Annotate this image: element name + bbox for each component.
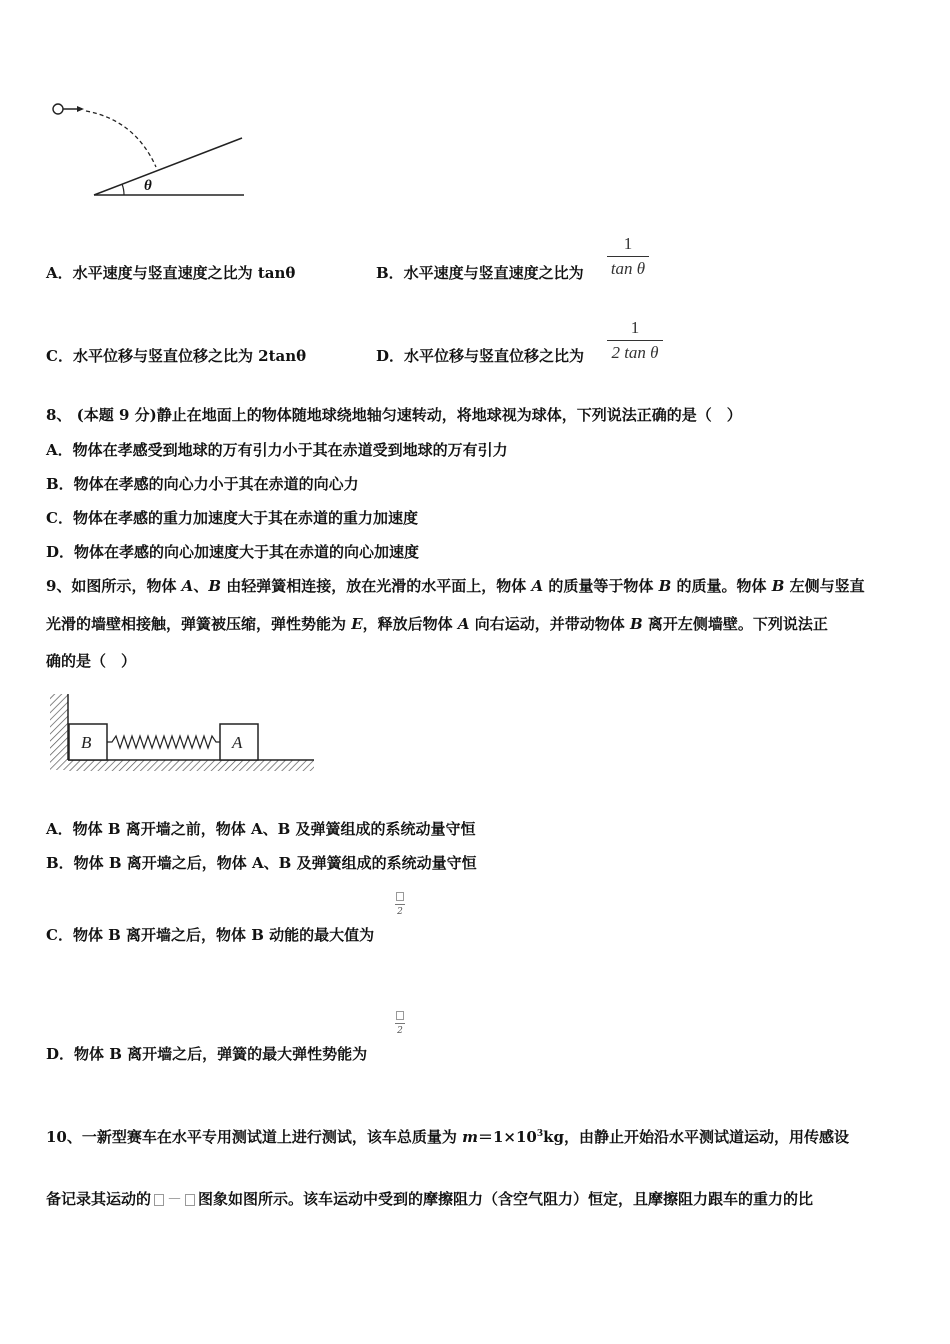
q9-stem-line-3: 确的是（ ） <box>46 652 137 670</box>
q9-stem-line-1: 9、如图所示，物体 A、B 由轻弹簧相连接，放在光滑的水平面上，物体 A 的质量等于物体 B 的质量。物体 B 左侧与竖直 <box>46 577 865 595</box>
block-b-label: B <box>81 733 92 752</box>
q9-option-d: D．物体 B 离开墙之后，弹簧的最大弹性势能为 <box>46 1045 368 1063</box>
q8-option-a: A．物体在孝感受到地球的万有引力小于其在赤道受到地球的万有引力 <box>46 441 508 459</box>
q7-option-d: D．水平位移与竖直位移之比为 <box>376 347 585 365</box>
fraction-numerator: 1 <box>630 318 640 337</box>
q7-option-b-fraction <box>607 234 649 279</box>
fraction-numerator: 1 <box>623 234 633 253</box>
angle-arc <box>122 184 124 195</box>
angle-label: θ <box>144 178 152 194</box>
fraction-denominator: 2 <box>397 907 403 917</box>
q9-option-c-fraction <box>393 892 407 917</box>
q9-option-d-fraction <box>393 1011 407 1036</box>
fraction-denominator: 2 <box>397 1026 403 1036</box>
fraction-denominator: tan θ <box>610 259 646 278</box>
q7-option-a: A．水平速度与竖直速度之比为 tanθ <box>46 264 296 282</box>
trajectory-curve <box>86 111 156 167</box>
q9-stem-line-2: 光滑的墙壁相接触，弹簧被压缩，弹性势能为 E，释放后物体 A 向右运动，并带动物体 B 离开左侧墙壁。下列说法正 <box>46 615 828 633</box>
q7-option-d-fraction <box>607 318 663 363</box>
fraction-bar <box>395 1023 405 1024</box>
floor-hatch <box>68 760 314 771</box>
fraction-numerator-placeholder <box>396 892 404 901</box>
q9-option-c: C．物体 B 离开墙之后，物体 B 动能的最大值为 <box>46 926 375 944</box>
fraction-bar <box>607 256 649 257</box>
q9-option-b: B．物体 B 离开墙之后，物体 A、B 及弹簧组成的系统动量守恒 <box>46 854 477 872</box>
block-a-label: A <box>232 733 243 752</box>
q8-option-b: B．物体在孝感的向心力小于其在赤道的向心力 <box>46 475 359 493</box>
fraction-bar <box>607 340 663 341</box>
missing-symbol-placeholder <box>154 1194 164 1206</box>
fraction-numerator-placeholder <box>396 1011 404 1020</box>
q8-option-c: C．物体在孝感的重力加速度大于其在赤道的重力加速度 <box>46 509 418 527</box>
spring <box>107 736 220 748</box>
incline-surface <box>94 138 242 195</box>
arrow-head <box>77 106 84 112</box>
q7-option-b: B．水平速度与竖直速度之比为 <box>376 264 584 282</box>
q9-option-a: A．物体 B 离开墙之前，物体 A、B 及弹簧组成的系统动量守恒 <box>46 820 476 838</box>
spring-blocks-figure <box>44 690 319 775</box>
q10-stem-line-2: 备记录其运动的 － 图象如图所示。该车运动中受到的摩擦阻力（含空气阻力）恒定，且摩擦阻力跟车的重力的比 <box>46 1190 814 1208</box>
q10-stem-line-1: 10、一新型赛车在水平专用测试道上进行测试，该车总质量为 $m=1\times 10^3kg$，由静止开始沿水平测试道运动，用传感设 <box>46 1128 850 1146</box>
incline-projectile-figure <box>40 95 260 205</box>
missing-symbol-placeholder <box>185 1194 195 1206</box>
fraction-denominator: 2 tan θ <box>611 343 659 362</box>
fraction-bar <box>395 904 405 905</box>
wall-hatch <box>50 694 68 770</box>
q8-option-d: D．物体在孝感的向心加速度大于其在赤道的向心加速度 <box>46 543 420 561</box>
ball <box>53 104 63 114</box>
q7-option-c: C．水平位移与竖直位移之比为 2tanθ <box>46 347 307 365</box>
q8-stem: 8、 (本题 9 分)静止在地面上的物体随地球绕地轴匀速转动，将地球视为球体，下列说法正确的是（ ） <box>46 406 742 424</box>
